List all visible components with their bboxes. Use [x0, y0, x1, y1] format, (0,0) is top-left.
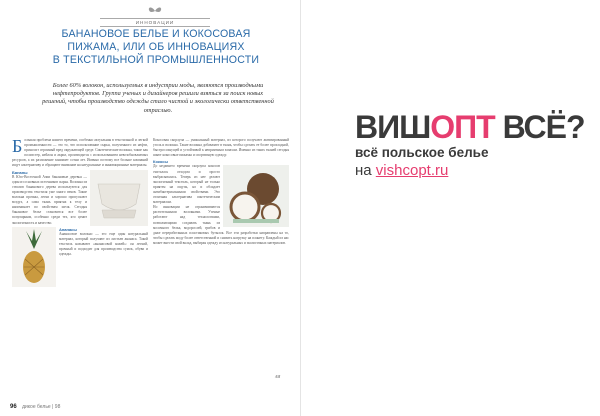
article-title	[46, 28, 266, 67]
title-line: БАНАНОВОЕ БЕЛЬЕ И КОКОСОВАЯ	[61, 28, 251, 40]
butterfly-icon	[148, 6, 162, 16]
magazine-name: дикое белье | 98	[22, 404, 61, 410]
title-line: В ТЕКСТИЛЬНОЙ ПРОМЫШЛЕННОСТИ	[52, 54, 260, 66]
ad-word-opt: ОПТ	[430, 109, 495, 145]
ad-word-vse: ВСЁ?	[494, 109, 585, 145]
page-number: 96	[10, 404, 17, 410]
body-paragraph: Но инновации не ограничиваются растительными волокнами. Ученые работают над технологиями, позволяющими создавать ткань из молочного белка, водорослей, грибов и даже переработанных пластиковых бутылок. Все эти разработки направлены на то, чтобы сделать моду более ответственной и снизить нагрузку на планету. Каждый из нас может внести свой вклад, выбирая одежду из натуральных и экологичных материалов.	[153, 205, 289, 245]
article-column-2	[153, 138, 289, 368]
ad-on-label: на	[355, 162, 376, 179]
right-page	[300, 0, 600, 416]
ad-subtitle: всё польское белье	[355, 145, 489, 160]
pineapple-photo	[12, 227, 56, 287]
subheading: Кокосы	[153, 159, 168, 165]
coconut-photo	[223, 165, 289, 227]
ad-url-line	[355, 162, 555, 179]
body-paragraph: ольшая проблема нашего времени, особенно актуальная в текстильной и легкой промышленности — это то, что использование сырья, полученного из нефти, приносит огромный вред окружающей среде. Синтетические волокна, такие как полиэстер, нейлон и акрил, производятся с использованием невозобновляемых ресурсов, а их разложение занимает сотни лет. Именно поэтому все больше компаний ищут альтернативу и обращают внимание на натуральные и инновационные материалы.	[12, 138, 148, 168]
body-paragraph: Ананасовое волокно — это еще один натуральный материал, который получают из листьев ананаса. Такой текстиль называют «ананасовой кожей»: он легкий, прочный и подходит для производства сумок, обуви и одежды.	[59, 231, 148, 257]
article-lead: Более 60% волокон, используемых в индустрии моды, являются производными нефтепродуктов. Группа ученых и дизайнеров решили взяться за поиск новых решений, чтобы производство одежды стало чистой и экологически ответственной отраслью.	[42, 82, 274, 114]
body-paragraph: До недавнего времени скорлупа кокосов считалась отходом и просто выбрасывалась. Теперь из нее делают экологичный текстиль, который не только приятен на ощупь, но и обладает антибактериальными свойствами. Это отличная альтернатива синтетическим материалам.	[153, 164, 220, 205]
title-line: ПИЖАМА, ИЛИ ОБ ИННОВАЦИЯХ	[67, 41, 245, 53]
advertisement[interactable]	[355, 109, 585, 179]
article-column-1	[12, 138, 148, 398]
rubric	[100, 6, 210, 27]
body-paragraph: В Юго-Восточной Азии банановые деревья — один из основных источников сырья. Волокна из стволов бананового дерева используются для производства текстиля уже много веков. Такие волокна прочны, легки и хорошо пропускают воздух, а сама ткань приятна к телу и напоминает по свойствам шелк. Сегодня банановое белье становится все более популярным, особенно среди тех, кто ценит экологичность и качество.	[12, 174, 87, 225]
ad-word-vish: ВИШ	[355, 109, 431, 145]
rubric-label: ИННОВАЦИИ	[100, 18, 210, 27]
page-footer	[10, 404, 60, 410]
underwear-photo	[90, 170, 148, 226]
ad-headline	[355, 109, 585, 145]
ad-url-link[interactable]: vishcopt.ru	[375, 162, 449, 179]
subheading: Ананасы	[59, 226, 77, 232]
body-paragraph: Кокосовая скорлупа — уникальный материал, из которого получают активированный уголь и волокна. Такие волокна добавляют в ткань, чтобы сделать ее более прохладной, быстросохнущей и устойчивой к неприятным запахам. Именно из таких тканей сегодня шьют кокосовые пижамы и спортивную одежду.	[153, 138, 289, 158]
author-signature: АМ	[275, 375, 281, 379]
drop-cap: Б	[12, 138, 23, 156]
subheading: Бананы	[12, 169, 28, 175]
